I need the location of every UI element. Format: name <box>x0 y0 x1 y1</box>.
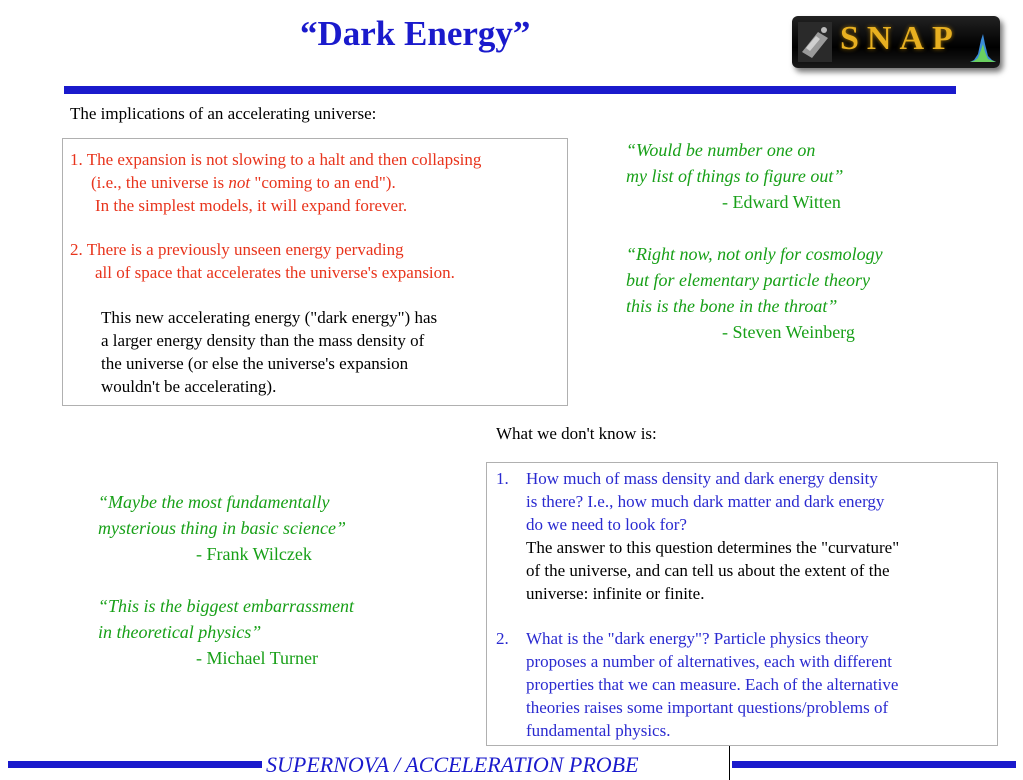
logo-text: SNAP <box>840 20 961 57</box>
footer-text: SUPERNOVA / ACCELERATION PROBE <box>266 752 639 777</box>
unknown-1-line-1: How much of mass density and dark energy density <box>526 469 878 488</box>
weinberg-quote-line-2: but for elementary particle theory <box>626 270 870 290</box>
spectrum-icon <box>970 30 996 62</box>
turner-quote-line-1: “This is the biggest embarrassment <box>98 596 355 616</box>
unknown-2-number: 2. <box>496 629 509 648</box>
turner-attribution: - Michael Turner <box>196 648 318 668</box>
implication-1-line-2 <box>91 171 396 194</box>
intro-text: The implications of an accelerating universe: <box>70 104 377 123</box>
implication-2-line-2: all of space that accelerates the universe's expansion. <box>95 263 455 282</box>
weinberg-quote-line-3: this is the bone in the throat” <box>626 296 838 316</box>
unknowns-heading: What we don't know is: <box>496 424 657 443</box>
unknown-1-answer-1: The answer to this question determines the "curvature" <box>526 538 900 557</box>
unknown-1-number: 1. <box>496 469 509 488</box>
witten-attribution: - Edward Witten <box>722 192 841 212</box>
unknown-2-line-5: fundamental physics. <box>526 721 671 740</box>
footer-separator <box>729 746 730 780</box>
implication-2-line-1: 2. There is a previously unseen energy pervading <box>70 240 404 259</box>
note-line-4: wouldn't be accelerating). <box>101 377 277 396</box>
weinberg-attribution: - Steven Weinberg <box>722 322 855 342</box>
unknown-1-line-3: do we need to look for? <box>526 515 687 534</box>
note-line-1: This new accelerating energy ("dark energy") has <box>101 308 438 327</box>
unknown-2-line-1: What is the "dark energy"? Particle physics theory <box>526 629 869 648</box>
unknown-1-answer-3: universe: infinite or finite. <box>526 584 705 603</box>
unknown-2-line-4: theories raises some important questions/problems of <box>526 698 889 717</box>
page-title: “Dark Energy” <box>300 14 531 53</box>
implication-1-line-1: 1. The expansion is not slowing to a halt and then collapsing <box>70 150 482 169</box>
weinberg-quote-line-1: “Right now, not only for cosmology <box>626 244 883 264</box>
witten-quote-line-2: my list of things to figure out” <box>626 166 844 186</box>
note-line-2: a larger energy density than the mass density of <box>101 331 425 350</box>
unknown-2-line-3: properties that we can measure. Each of the alternative <box>526 675 899 694</box>
wilczek-quote-line-2: mysterious thing in basic science” <box>98 518 346 538</box>
implication-1-text-a: (i.e., the universe is <box>91 173 229 192</box>
unknown-2-line-2: proposes a number of alternatives, each with different <box>526 652 892 671</box>
witten-quote-line-1: “Would be number one on <box>626 140 816 160</box>
snap-logo <box>792 16 1000 68</box>
implication-1-emphasis: not <box>228 173 251 192</box>
wilczek-quote-line-1: “Maybe the most fundamentally <box>98 492 330 512</box>
unknown-1-line-2: is there? I.e., how much dark matter and dark energy <box>526 492 885 511</box>
satellite-icon <box>798 22 832 62</box>
note-line-3: the universe (or else the universe's expansion <box>101 354 409 373</box>
top-divider <box>64 86 956 94</box>
wilczek-attribution: - Frank Wilczek <box>196 544 312 564</box>
unknown-1-answer-2: of the universe, and can tell us about the extent of the <box>526 561 890 580</box>
implication-1-text-c: "coming to an end"). <box>250 173 396 192</box>
turner-quote-line-2: in theoretical physics” <box>98 622 262 642</box>
implication-1-line-3: In the simplest models, it will expand forever. <box>95 196 408 215</box>
bottom-divider-left <box>8 761 262 768</box>
bottom-divider-right <box>732 761 1016 768</box>
